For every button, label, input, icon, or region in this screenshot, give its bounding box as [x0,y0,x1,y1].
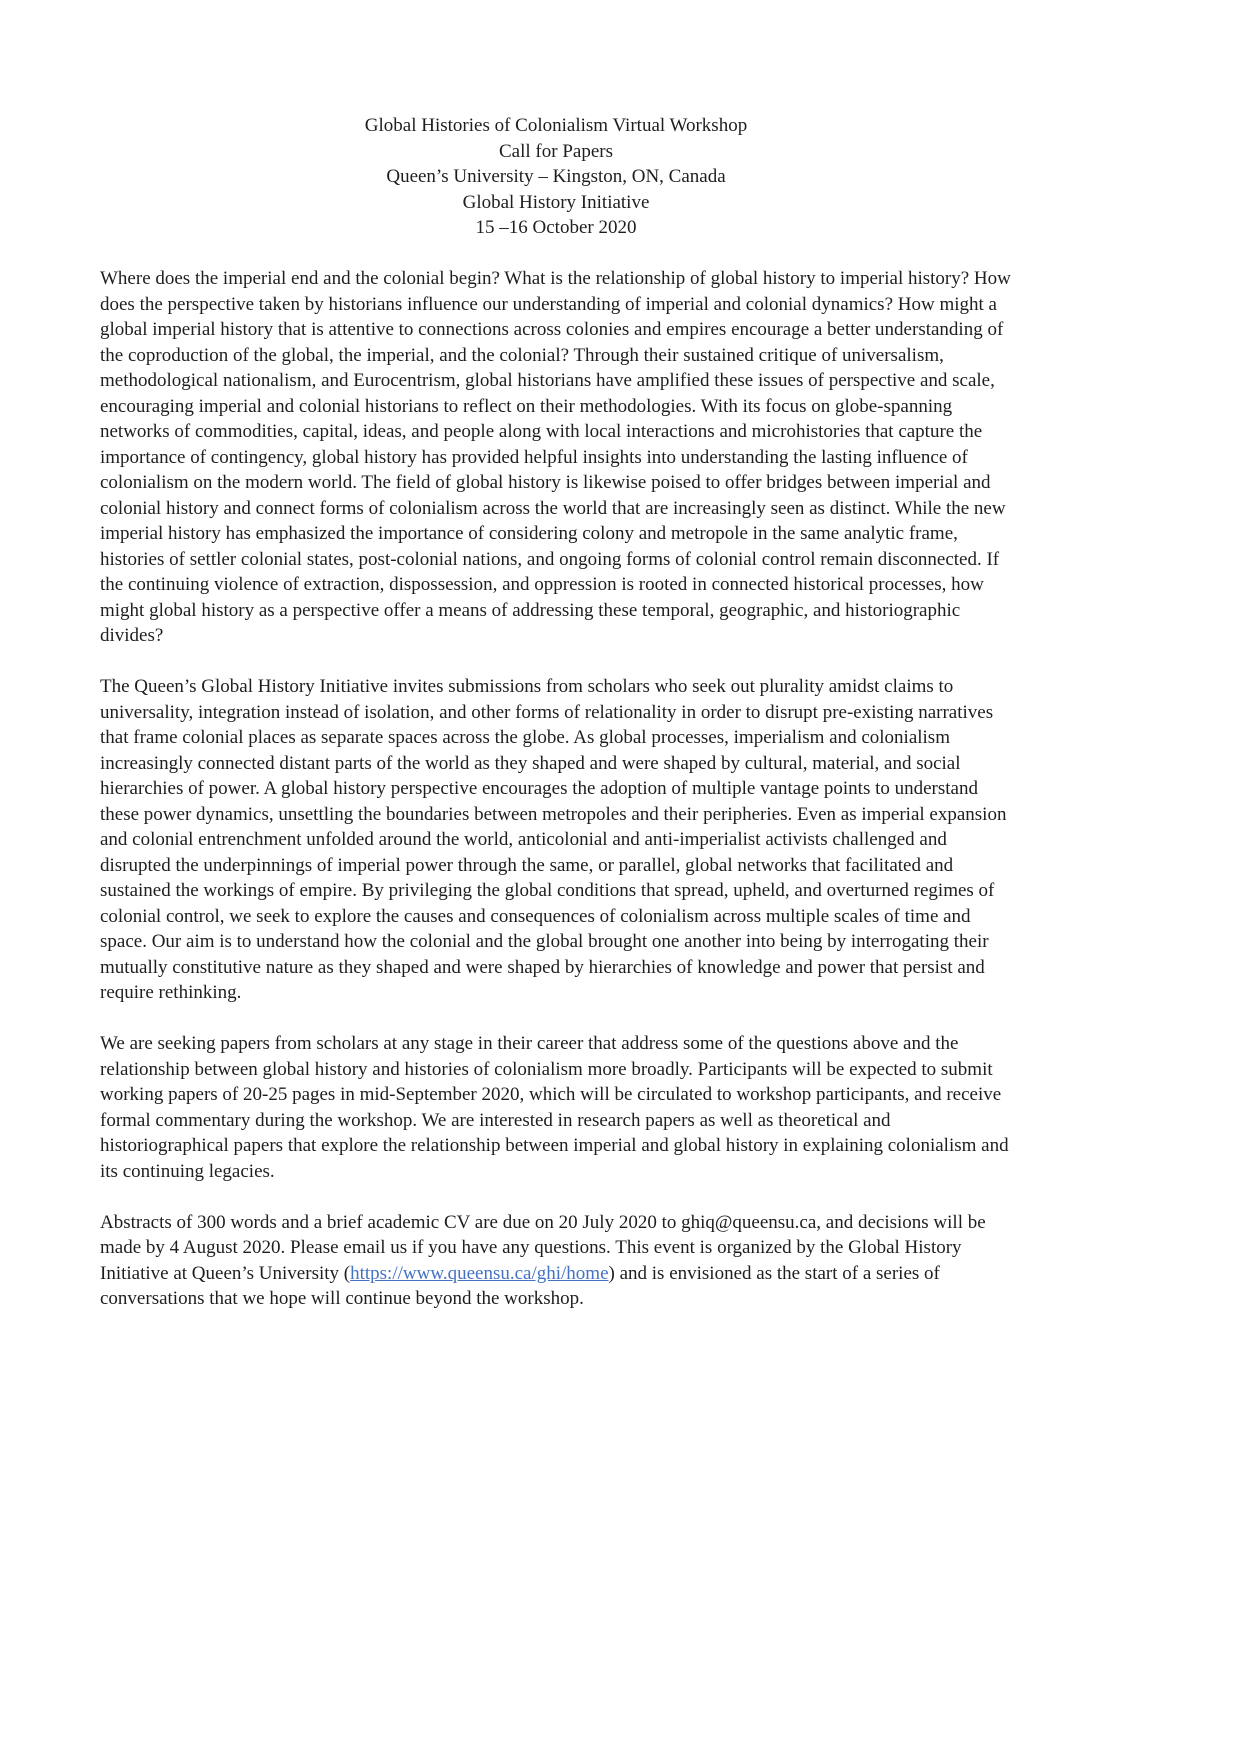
ghi-homepage-link[interactable]: https://www.queensu.ca/ghi/home [350,1262,609,1284]
document-header [100,113,1012,241]
initiative-name-line: Global History Initiative [462,191,650,213]
paragraph-introduction: Where does the imperial end and the colonial begin? What is the relationship of global history to imperial history? How does the perspective taken by historians influence our understanding of imperial and colonial dynamics? How might a global imperial history that is attentive to connections across colonies and empires encourage a better understanding of the coproduction of the global, the imperial, and the colonial? Through their sustained critique of universalism, methodological nationalism, and Eurocentrism, global historians have amplified these issues of perspective and scale, encouraging imperial and colonial historians to reflect on their methodologies. With its focus on globe-spanning networks of commodities, capital, ideas, and people along with local interactions and microhistories that capture the importance of contingency, global history has provided helpful insights into understanding the lasting influence of colonialism on the modern world. The field of global history is likewise poised to offer bridges between imperial and colonial history and connect forms of colonialism across the world that are increasingly seen as distinct. While the new imperial history has emphasized the importance of considering colony and metropole in the same analytic frame, histories of settler colonial states, post-colonial nations, and ongoing forms of colonial control remain disconnected. If the continuing violence of extraction, dispossession, and oppression is rooted in connected historical processes, how might global history as a perspective offer a means of addressing these temporal, geographic, and historiographic divides? [100,268,1011,646]
paragraph-initiative-invitation: The Queen’s Global History Initiative invites submissions from scholars who seek out plurality amidst claims to universality, integration instead of isolation, and other forms of relationality in order to disrupt pre-existing narratives that frame colonial places as separate spaces across the globe. As global processes, imperialism and colonialism increasingly connected distant parts of the world as they shaped and were shaped by cultural, material, and social hierarchies of power. A global history perspective encourages the adoption of multiple vantage points to understand these power dynamics, unsettling the boundaries between metropoles and their peripheries. Even as imperial expansion and colonial entrenchment unfolded around the world, anticolonial and anti-imperialist activists challenged and disrupted the underpinnings of imperial power through the same, or parallel, global networks that facilitated and sustained the workings of empire. By privileging the global conditions that spread, upheld, and overturned regimes of colonial control, we seek to explore the causes and consequences of colonialism across multiple scales of time and space. Our aim is to understand how the colonial and the global brought one another into being by interrogating their mutually constitutive nature as they shaped and were shaped by hierarchies of knowledge and power that persist and require rethinking. [100,676,1007,1003]
paragraph-seeking-papers: We are seeking papers from scholars at any stage in their career that address some of the questions above and the relationship between global history and histories of colonialism more broadly. Participants will be expected to submit working papers of 20-25 pages in mid-September 2020, which will be circulated to workshop participants, and receive formal commentary during the workshop. We are interested in research papers as well as theoretical and historiographical papers that explore the relationship between imperial and global history in explaining colonialism and its continuing legacies. [100,1033,1009,1182]
submission-text-before-link: Abstracts of 300 words and a brief academic CV are due on 20 July 2020 to ghiq@queensu.ca, and decisions will be made by 4 August 2020. Please email us if you have any questions. This event is organized by the Global History Initiative at Queen’s University ( [100,1211,986,1284]
call-for-papers-subtitle: Call for Papers [499,140,613,162]
event-dates-line: 15 –16 October 2020 [475,217,637,238]
document-body [100,266,1012,1312]
university-location-line: Queen’s University – Kingston, ON, Canada [386,166,726,187]
workshop-title: Global Histories of Colonialism Virtual Workshop [364,115,748,136]
paragraph-submission-details [100,1210,1012,1312]
submission-text-after-link: ) and is envisioned as the start of a series of conversations that we hope will continue beyond the workshop. [100,1262,940,1309]
